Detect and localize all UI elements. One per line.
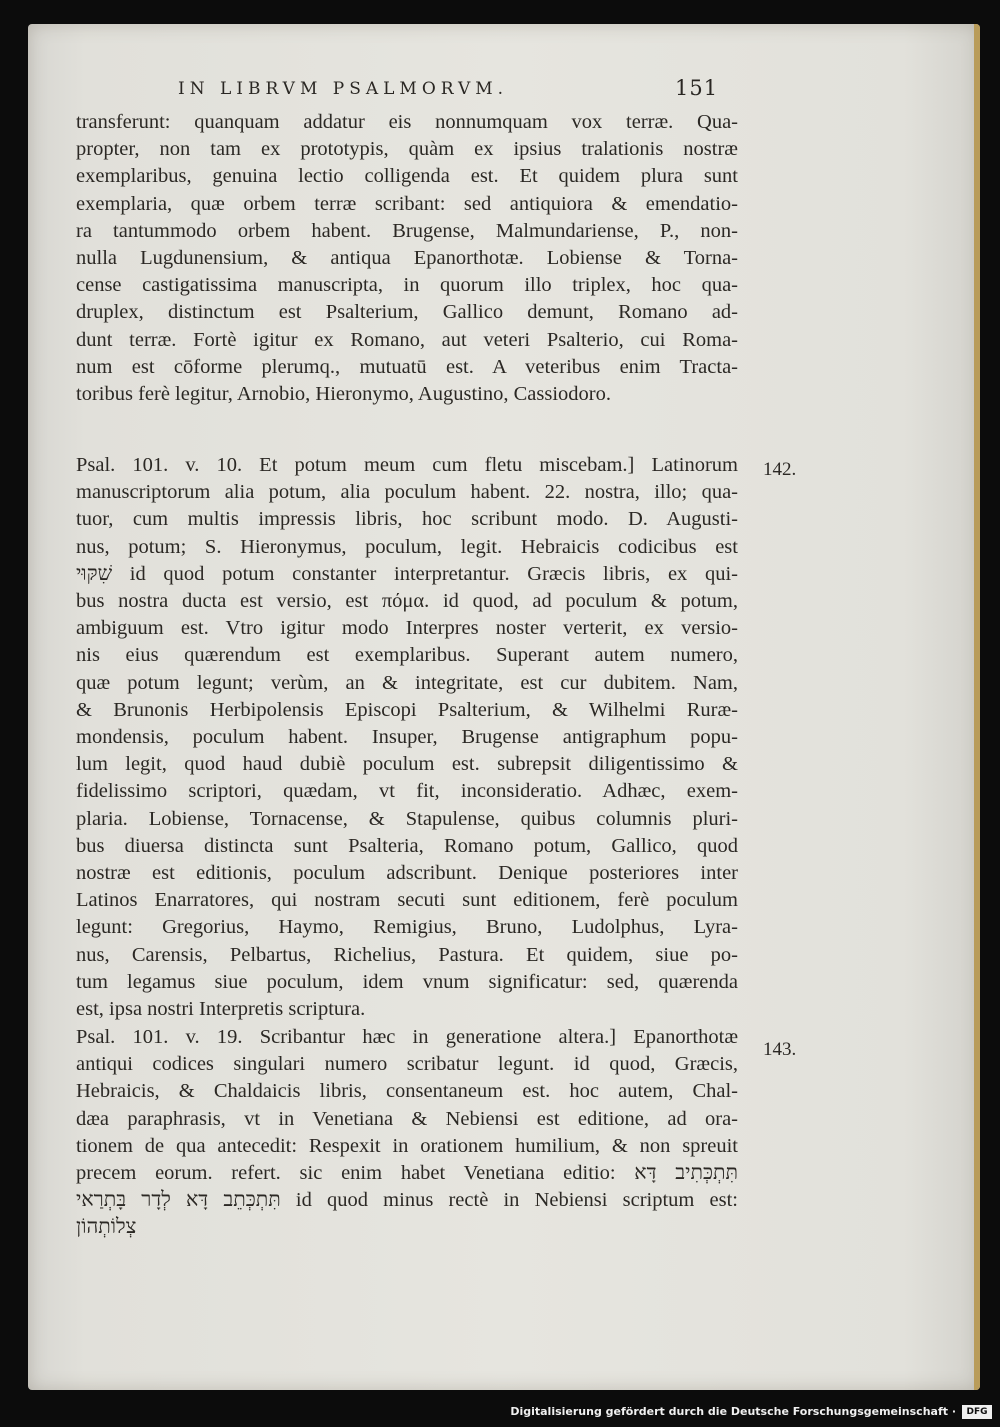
book-page <box>28 24 980 1390</box>
page-number: 151 <box>675 76 719 100</box>
text-line: צְלוֹתְהוֹן <box>76 1216 137 1239</box>
text-line: תִּתְכְּתֵב דָּא לְדָר בָּתְרַאי id quod minus rectè in Nebiensi scriptum est: <box>76 1189 738 1212</box>
text-line: ambiguum est. Vtro igitur modo Interpres noster verterit, ex versio- <box>76 617 738 640</box>
text-line: exemplaria, quæ orbem terræ scribant: sed antiquiora & emendatio- <box>76 192 738 215</box>
text-line: nus, potum; S. Hieronymus, poculum, legit. Hebraicis codicibus est <box>76 535 738 558</box>
paragraph-1 <box>76 109 738 408</box>
text-line: transferunt: quanquam addatur eis nonnumquam vox terræ. Qua- <box>76 111 738 133</box>
text-line: mondensis, poculum habent. Insuper, Brugense antigraphum popu- <box>76 726 738 749</box>
text-line: ra tantummodo orbem habent. Brugense, Malmundariense, P., non- <box>76 219 738 242</box>
text-line: nulla Lugdunensium, & antiqua Epanorthotæ. Lobiense & Torna- <box>76 247 738 270</box>
text-line: toribus ferè legitur, Arnobio, Hieronymo, Augustino, Cassiodoro. <box>76 383 611 406</box>
paragraph-3 <box>76 1024 738 1242</box>
text-line: legunt: Gregorius, Haymo, Remigius, Bruno, Ludolphus, Lyra- <box>76 916 738 939</box>
text-line: cense castigatissima manuscripta, in quorum illo triplex, hoc qua- <box>76 274 738 297</box>
margin-note-142: 142. <box>763 459 797 480</box>
text-line: dunt terræ. Fortè igitur ex Romano, aut veteri Psalterio, cui Roma- <box>76 328 738 351</box>
running-title: IN LIBRVM PSALMORVM. <box>178 79 509 99</box>
text-line: fidelissimo scriptori, quædam, vt fit, inconsideratio. Adhæc, exem- <box>76 780 738 803</box>
paragraph-2 <box>76 452 738 1023</box>
text-line: exemplaribus, genuina lectio colligenda est. Et quidem plura sunt <box>76 165 738 188</box>
text-line: quæ potum legunt; verùm, an & integritate, est cur dubitem. Nam, <box>76 671 738 694</box>
text-line: שִׁקּוּי id quod potum constanter interpretantur. Græcis libris, ex qui- <box>76 562 738 585</box>
footer-bar <box>0 1400 1000 1427</box>
text-line: propter, non tam ex prototypis, quàm ex ipsius tralationis nostræ <box>76 138 738 161</box>
text-line: lum legit, quod haud dubiè poculum est. subrepsit diligentissimo & <box>76 753 738 776</box>
text-line: druplex, distinctum est Psalterium, Gallico demunt, Romano ad- <box>76 301 738 324</box>
text-line: bus nostra ducta est versio, est πόμα. id quod, ad poculum & potum, <box>76 590 738 613</box>
text-line: nus, Carensis, Pelbartus, Richelius, Pastura. Et quidem, siue po- <box>76 943 738 966</box>
text-line: num est cōforme plerumq., mutuatū est. A veteribus enim Tracta- <box>76 355 738 378</box>
text-line: tum legamus siue poculum, idem vnum significatur: sed, quærenda <box>76 970 738 993</box>
text-line: Psal. 101. v. 10. Et potum meum cum fletu miscebam.] Latinorum <box>76 454 738 476</box>
text-line: bus diuersa distincta sunt Psalteria, Romano potum, Gallico, quod <box>76 834 738 857</box>
text-line: tuor, cum multis impressis libris, hoc scribunt modo. D. Augusti- <box>76 508 738 531</box>
text-line: Latinos Enarratores, qui nostram secuti sunt editionem, ferè poculum <box>76 889 738 912</box>
text-line: tionem de qua antecedit: Respexit in orationem humilium, & non spreuit <box>76 1134 738 1157</box>
footer-credit: Digitalisierung gefördert durch die Deutsche Forschungsgemeinschaft · <box>510 1405 956 1418</box>
text-line: Psal. 101. v. 19. Scribantur hæc in generatione altera.] Epanorthotæ <box>76 1026 738 1048</box>
text-line: nis eius quærendum est exemplaribus. Superant autem numero, <box>76 644 738 667</box>
page-edge <box>974 24 980 1390</box>
text-line: est, ipsa nostri Interpretis scriptura. <box>76 998 366 1021</box>
text-line: plaria. Lobiense, Tornacense, & Stapulense, quibus columnis pluri- <box>76 807 738 830</box>
text-line: precem eorum. refert. sic enim habet Venetiana editio: תִּתְכְּתִיב דָּא <box>76 1162 738 1185</box>
text-line: manuscriptorum alia potum, alia poculum habent. 22. nostra, illo; qua- <box>76 481 738 504</box>
dfg-logo-icon: DFG <box>962 1405 992 1419</box>
margin-note-143: 143. <box>763 1039 797 1060</box>
text-line: antiqui codices singulari numero scribatur legunt. id quod, Græcis, <box>76 1053 738 1076</box>
text-line: dæa paraphrasis, vt in Venetiana & Nebiensi est editione, ad ora- <box>76 1107 738 1130</box>
text-line: Hebraicis, & Chaldaicis libris, consentaneum est. hoc autem, Chal- <box>76 1080 738 1103</box>
text-line: nostræ est editionis, poculum adscribunt. Denique posteriores inter <box>76 862 738 885</box>
text-line: & Brunonis Herbipolensis Episcopi Psalterium, & Wilhelmi Ruræ- <box>76 698 738 721</box>
